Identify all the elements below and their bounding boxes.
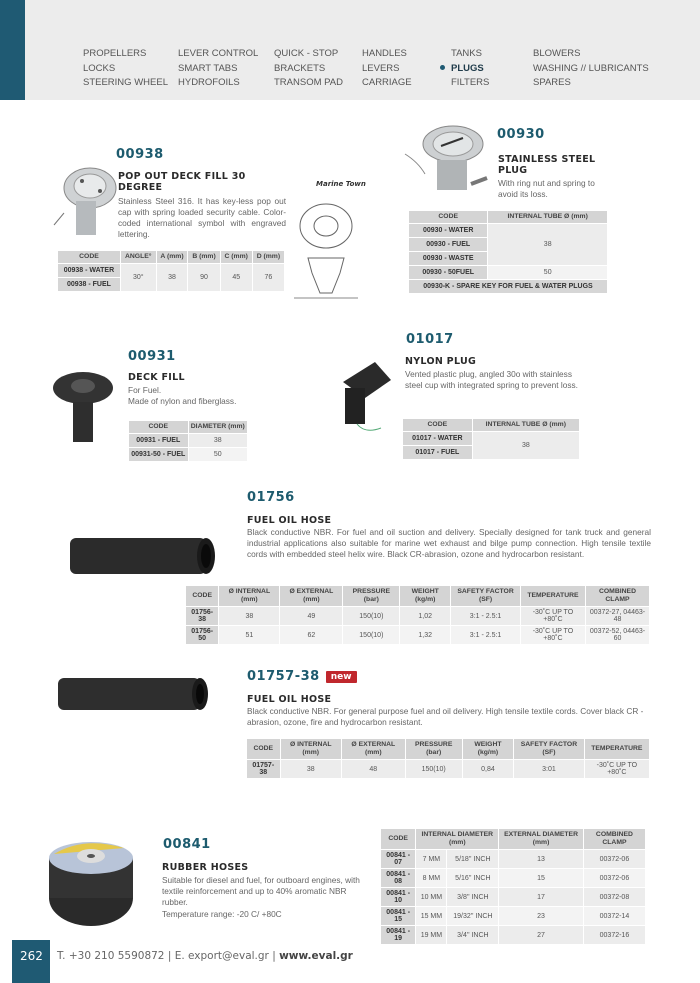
new-badge: new	[326, 671, 357, 683]
table-row	[381, 926, 645, 944]
product-description: With ring nut and spring to avoid its loss.	[498, 178, 595, 199]
cell: 27	[499, 926, 583, 944]
cell: -30˚C UP TO +80˚C	[521, 626, 585, 644]
product-description-2: Made of nylon and fiberglass.	[128, 396, 237, 406]
cell: 3:1 - 2.5:1	[451, 607, 520, 625]
footer-phone: T. +30 210 5590872 |	[57, 950, 172, 962]
deck-fill-image	[52, 163, 118, 241]
cell: 38	[219, 607, 279, 625]
cell: -30˚C UP TO +80˚C	[521, 607, 585, 625]
nav-link[interactable]: SPARES	[533, 77, 571, 88]
cell: 00372-52, 04463-60	[586, 626, 649, 644]
cell: 19/32'' INCH	[447, 907, 498, 925]
cell: 00372-14	[584, 907, 645, 925]
cell: 10 MM	[416, 888, 446, 906]
accent-strip	[0, 0, 25, 100]
table-row	[381, 907, 645, 925]
cell: 23	[499, 907, 583, 925]
nav-link[interactable]: BRACKETS	[274, 62, 326, 74]
footer-contact	[57, 950, 353, 962]
column-header: TEMPERATURE	[521, 586, 585, 606]
specs-table	[402, 418, 580, 460]
nav-column	[178, 47, 258, 91]
nav-link[interactable]: HANDLES	[362, 48, 407, 59]
nav-link[interactable]: WASHING // LUBRICANTS	[533, 62, 649, 74]
column-header: CODE	[186, 586, 218, 606]
table-row	[129, 448, 247, 461]
column-header: PRESSURE (bar)	[406, 739, 462, 759]
nav-link[interactable]: LEVERS	[362, 62, 400, 74]
row-code: 01757-38	[247, 760, 280, 778]
column-header: COMBINED CLAMP	[584, 829, 645, 849]
stainless-plug-image	[403, 122, 495, 204]
cell: 38	[488, 224, 607, 265]
product-title: RUBBER HOSES	[162, 862, 249, 873]
nav-link[interactable]: BLOWERS	[533, 48, 581, 59]
nav-link[interactable]: HYDROFOILS	[178, 77, 240, 88]
nav-link[interactable]: PLUGS	[451, 62, 489, 77]
column-header: CODE	[409, 211, 487, 223]
column-header: CODE	[129, 421, 188, 433]
table-row	[403, 432, 579, 445]
product-code: 00841	[163, 837, 211, 852]
fuel-hose-image	[62, 528, 218, 584]
product-description: Black conductive NBR. For general purpose fuel and oil delivery. High tensile textile cords. Cover black CR - abrasion, ozone, fire and hydrocarbon resistant.	[247, 706, 644, 727]
table-row	[381, 869, 645, 887]
table-row	[247, 760, 649, 778]
nav-link[interactable]: LOCKS	[83, 62, 116, 74]
column-header: CODE	[381, 829, 415, 849]
column-header: EXTERNAL DIAMETER (mm)	[499, 829, 583, 849]
table-header-row	[381, 829, 645, 849]
table-header-row	[58, 251, 284, 263]
nav-column	[451, 47, 489, 91]
product-title: POP OUT DECK FILL 30 DEGREE	[118, 171, 246, 193]
nav-link[interactable]: FILTERS	[451, 77, 490, 88]
table-header-row	[409, 211, 607, 223]
cell: 30°	[121, 264, 156, 291]
column-header: SAFETY FACTOR (SF)	[451, 586, 520, 606]
nav-link[interactable]: LEVER CONTROL	[178, 48, 259, 59]
column-header: ANGLE°	[121, 251, 156, 263]
product-code: 01756	[247, 490, 295, 505]
cell: 150(10)	[343, 607, 399, 625]
cell: 51	[219, 626, 279, 644]
nav-link[interactable]: QUICK - STOP	[274, 48, 339, 59]
column-header: C (mm)	[221, 251, 252, 263]
column-header: CODE	[247, 739, 280, 759]
cell: 38	[189, 434, 247, 447]
table-header-row	[186, 586, 649, 606]
footer-website[interactable]: www.eval.gr	[279, 950, 353, 962]
row-code: 00841 - 15	[381, 907, 415, 925]
column-header: A (mm)	[157, 251, 188, 263]
row-code: 00931-50 - FUEL	[129, 448, 188, 461]
cell: 3/8'' INCH	[447, 888, 498, 906]
column-header: Ø EXTERNAL (mm)	[342, 739, 405, 759]
nav-link[interactable]: CARRIAGE	[362, 77, 412, 88]
fuel-hose-image	[52, 672, 212, 718]
cell: 15 MM	[416, 907, 446, 925]
table-row	[381, 850, 645, 868]
column-header: CODE	[58, 251, 120, 263]
row-code: 00938 - FUEL	[58, 278, 120, 291]
cell: 50	[488, 266, 607, 279]
row-code: 00841 - 10	[381, 888, 415, 906]
column-header: Ø EXTERNAL (mm)	[280, 586, 342, 606]
table-row	[186, 626, 649, 644]
cell: 00372-06	[584, 869, 645, 887]
nav-link[interactable]: SMART TABS	[178, 62, 238, 74]
row-code: 01756-50	[186, 626, 218, 644]
row-code: 00841 - 07	[381, 850, 415, 868]
row-code: 01017 - FUEL	[403, 446, 472, 459]
product-code: 00938	[116, 147, 164, 162]
row-code: 00930 - WASTE	[409, 252, 487, 265]
cell: 62	[280, 626, 342, 644]
row-code: 00930 - FUEL	[409, 238, 487, 251]
product-code: 01757-38	[247, 669, 320, 684]
nav-column	[362, 47, 412, 91]
nav-link[interactable]: TRANSOM PAD	[274, 77, 343, 88]
nav-link[interactable]: PROPELLERS	[83, 48, 147, 59]
specs-table	[185, 585, 650, 645]
column-header: PRESSURE (bar)	[343, 586, 399, 606]
cell: 38	[473, 432, 579, 459]
specs-table	[408, 210, 608, 294]
marine-town-logo: Marine Town	[316, 180, 366, 188]
column-header: INTERNAL TUBE Ø (mm)	[473, 419, 579, 431]
specs-table	[57, 250, 285, 292]
column-header: SAFETY FACTOR (SF)	[514, 739, 584, 759]
product-title: FUEL OIL HOSE	[247, 515, 332, 526]
column-header: TEMPERATURE	[585, 739, 649, 759]
temperature-range: Temperature range: -20 C/ +80C	[162, 909, 282, 919]
row-code: 00841 - 19	[381, 926, 415, 944]
row-code: 00930 - 50FUEL	[409, 266, 487, 279]
cell: 150(10)	[406, 760, 462, 778]
table-row	[409, 266, 607, 279]
cell: 90	[188, 264, 219, 291]
product-description: Suitable for diesel and fuel, for outboard engines, with textile reinforcement and up to 40% aromatic NBR rubber.	[162, 875, 360, 907]
cell: 50	[189, 448, 247, 461]
row-code: 00841 - 08	[381, 869, 415, 887]
table-row	[58, 264, 284, 277]
cell: -30˚C UP TO +80˚C	[585, 760, 649, 778]
column-header: B (mm)	[188, 251, 219, 263]
row-code: 00938 - WATER	[58, 264, 120, 277]
cell: 13	[499, 850, 583, 868]
cell: 5/18'' INCH	[447, 850, 498, 868]
cell: 76	[253, 264, 284, 291]
table-footer-row	[409, 280, 607, 293]
rubber-hose-reel-image	[44, 836, 138, 930]
product-description: Black conductive NBR. For fuel and oil suction and delivery. Specially designed for tank truck and general industrial applications also suitable for marine wet exhaust and bilge pump connection. High tensile textile cords with embedded steel helix wire. Black CR-abrasion, ozone and hydrocarbon resistant.	[247, 527, 651, 559]
table-header-row	[403, 419, 579, 431]
table-row	[186, 607, 649, 625]
cell: 17	[499, 888, 583, 906]
cell: 00372-08	[584, 888, 645, 906]
product-title: STAINLESS STEEL PLUG	[498, 154, 596, 176]
cell: 48	[342, 760, 405, 778]
table-row	[381, 888, 645, 906]
specs-table	[128, 420, 248, 462]
cell: 3:01	[514, 760, 584, 778]
column-header: INTERNAL DIAMETER (mm)	[416, 829, 498, 849]
cell: 150(10)	[343, 626, 399, 644]
product-title: DECK FILL	[128, 372, 185, 383]
product-code: 00930	[497, 127, 545, 142]
cell: 3:1 - 2.5:1	[451, 626, 520, 644]
product-title: NYLON PLUG	[405, 356, 477, 367]
specs-table	[380, 828, 646, 945]
column-header: CODE	[403, 419, 472, 431]
product-description: Stainless Steel 316. It has key-less pop out cap with spring loaded security cable. Color-coded international symbol with engraved lettering.	[118, 196, 286, 239]
deck-fill-fuel-image	[50, 368, 116, 446]
column-header: Ø INTERNAL (mm)	[281, 739, 341, 759]
cell: 38	[157, 264, 188, 291]
table-row	[409, 224, 607, 237]
spare-key-note: 00930-K - SPARE KEY FOR FUEL & WATER PLUGS	[409, 280, 607, 293]
cell: 7 MM	[416, 850, 446, 868]
nylon-plug-image	[335, 352, 399, 434]
column-header: WEIGHT (kg/m)	[463, 739, 513, 759]
cell: 3/4'' INCH	[447, 926, 498, 944]
dimension-diagram	[290, 198, 362, 303]
cell: 15	[499, 869, 583, 887]
product-code-row	[247, 669, 357, 684]
cell: 49	[280, 607, 342, 625]
nav-link[interactable]: TANKS	[451, 48, 482, 59]
product-description: For Fuel.	[128, 385, 162, 395]
table-header-row	[247, 739, 649, 759]
product-title: FUEL OIL HOSE	[247, 694, 332, 705]
column-header: D (mm)	[253, 251, 284, 263]
cell: 00372-27, 04463-48	[586, 607, 649, 625]
cell: 1,02	[400, 607, 450, 625]
row-code: 00930 - WATER	[409, 224, 487, 237]
product-code: 01017	[406, 332, 454, 347]
cell: 45	[221, 264, 252, 291]
cell: 00372-16	[584, 926, 645, 944]
nav-column	[83, 47, 168, 91]
row-code: 01756-38	[186, 607, 218, 625]
nav-column	[274, 47, 343, 91]
cell: 38	[281, 760, 341, 778]
column-header: INTERNAL TUBE Ø (mm)	[488, 211, 607, 223]
row-code: 01017 - WATER	[403, 432, 472, 445]
table-header-row	[129, 421, 247, 433]
column-header: COMBINED CLAMP	[586, 586, 649, 606]
cell: 8 MM	[416, 869, 446, 887]
column-header: Ø INTERNAL (mm)	[219, 586, 279, 606]
product-code: 00931	[128, 349, 176, 364]
column-header: WEIGHT (kg/m)	[400, 586, 450, 606]
row-code: 00931 - FUEL	[129, 434, 188, 447]
cell: 5/16'' INCH	[447, 869, 498, 887]
specs-table	[246, 738, 650, 779]
product-description: Vented plastic plug, angled 30o with stainless steel cup with integrated spring to prevent loss.	[405, 369, 578, 390]
nav-column	[533, 47, 649, 91]
footer-email[interactable]: E. export@eval.gr |	[174, 950, 276, 962]
cell: 1,32	[400, 626, 450, 644]
cell: 19 MM	[416, 926, 446, 944]
table-row	[129, 434, 247, 447]
page-number: 262	[12, 940, 50, 983]
column-header: DIAMETER (mm)	[189, 421, 247, 433]
cell: 00372-06	[584, 850, 645, 868]
cell: 0,84	[463, 760, 513, 778]
nav-link[interactable]: STEERING WHEEL	[83, 77, 168, 88]
